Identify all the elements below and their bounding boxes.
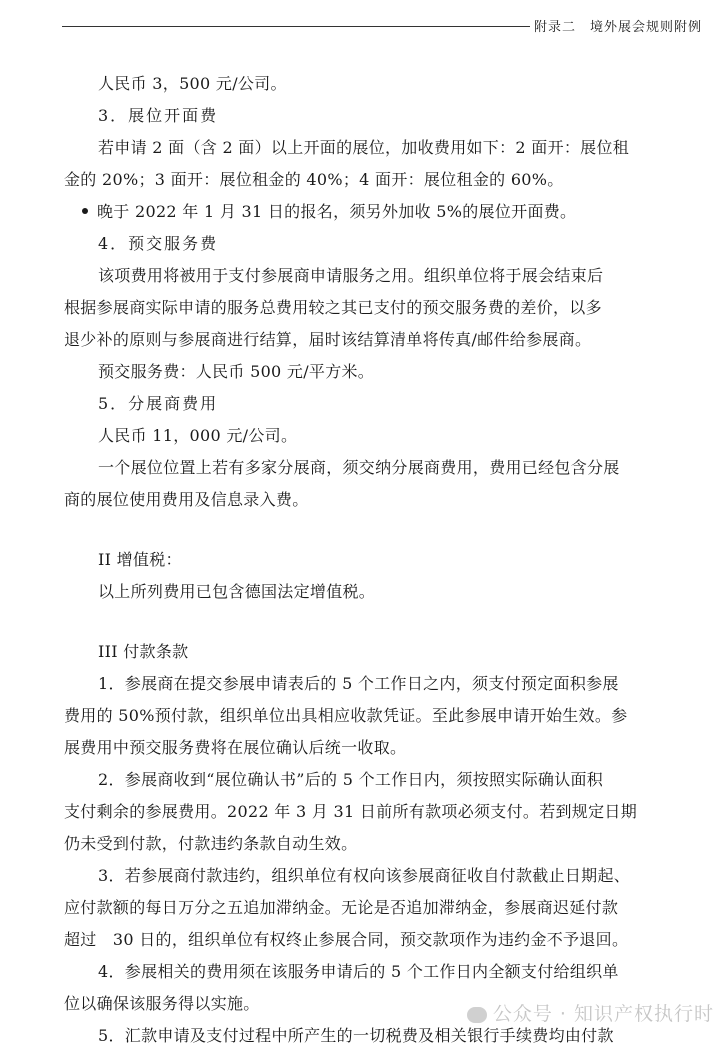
page-header [62,14,702,36]
text-line: 应付款额的每日万分之五追加滞纳金。无论是否追加滞纳金，参展商迟延付款 [64,898,619,917]
text-line: 仍未受到付款，付款违约条款自动生效。 [64,834,358,853]
text-line: 5．汇款申请及支付过程中所产生的一切税费及相关银行手续费均由付款 [98,1026,614,1045]
text-line: 根据参展商实际申请的服务总费用较之其已支付的预交服务费的差价，以多 [64,298,602,317]
wechat-icon [467,1007,487,1023]
text-line: 3．若参展商付款违约，组织单位有权向该参展商征收自付款截止日期起、 [98,866,631,885]
text-line: 退少补的原则与参展商进行结算，届时该结算清单将传真/邮件给参展商。 [64,330,592,349]
bullet-text: 晚于 2022 年 1 月 31 日的报名，须另外加收 5%的展位开面费。 [97,202,577,221]
text-line: 预交服务费：人民币 500 元/平方米。 [98,362,375,381]
text-line: 人民币 11，000 元/公司。 [98,426,298,445]
section-heading: II 增值税： [98,550,182,569]
text-line: 超过 30 日的，组织单位有权终止参展合同，预交款项作为违约金不予退回。 [64,930,629,949]
text-line: 该项费用将被用于支付参展商申请服务之用。组织单位将于展会结束后 [98,266,604,285]
text-line: 展费用中预交服务费将在展位确认后统一收取。 [64,738,407,757]
section-heading: 3．展位开面费 [98,106,219,125]
text-line: 1．参展商在提交参展申请表后的 5 个工作日之内，须支付预定面积参展 [98,674,619,693]
text-line: 商的展位使用费用及信息录入费。 [64,490,309,509]
text-line: 若申请 2 面（含 2 面）以上开面的展位，加收费用如下：2 面开：展位租 [98,138,630,157]
text-line: 费用的 50%预付款，组织单位出具相应收款凭证。至此参展申请开始生效。参 [64,706,628,725]
text-line: 一个展位位置上若有多家分展商，须交纳分展商费用，费用已经包含分展 [98,458,620,477]
text-line: 位以确保该服务得以实施。 [64,994,260,1013]
text-line: 人民币 3，500 元/公司。 [98,74,287,93]
bullet-icon [82,208,88,214]
section-heading: III 付款条款 [98,642,189,661]
header-rule [62,26,530,27]
text-line: 4．参展相关的费用须在该服务申请后的 5 个工作日内全额支付给组织单 [98,962,619,981]
header-title: 附录二 境外展会规则附例 [533,20,702,35]
text-line: 金的 20%；3 面开：展位租金的 40%；4 面开：展位租金的 60%。 [64,170,564,189]
watermark [467,999,714,1026]
watermark-text: 公众号 · 知识产权执行时 [492,1003,714,1025]
section-heading: 5．分展商费用 [98,394,219,413]
text-line: 以上所列费用已包含德国法定增值税。 [98,582,376,601]
text-line: 支付剩余的参展费用。2022 年 3 月 31 日前所有款项必须支付。若到规定日期 [64,802,637,821]
bullet-item [82,202,576,222]
text-line: 2．参展商收到“展位确认书”后的 5 个工作日内，须按照实际确认面积 [98,770,604,789]
section-heading: 4．预交服务费 [98,234,219,253]
